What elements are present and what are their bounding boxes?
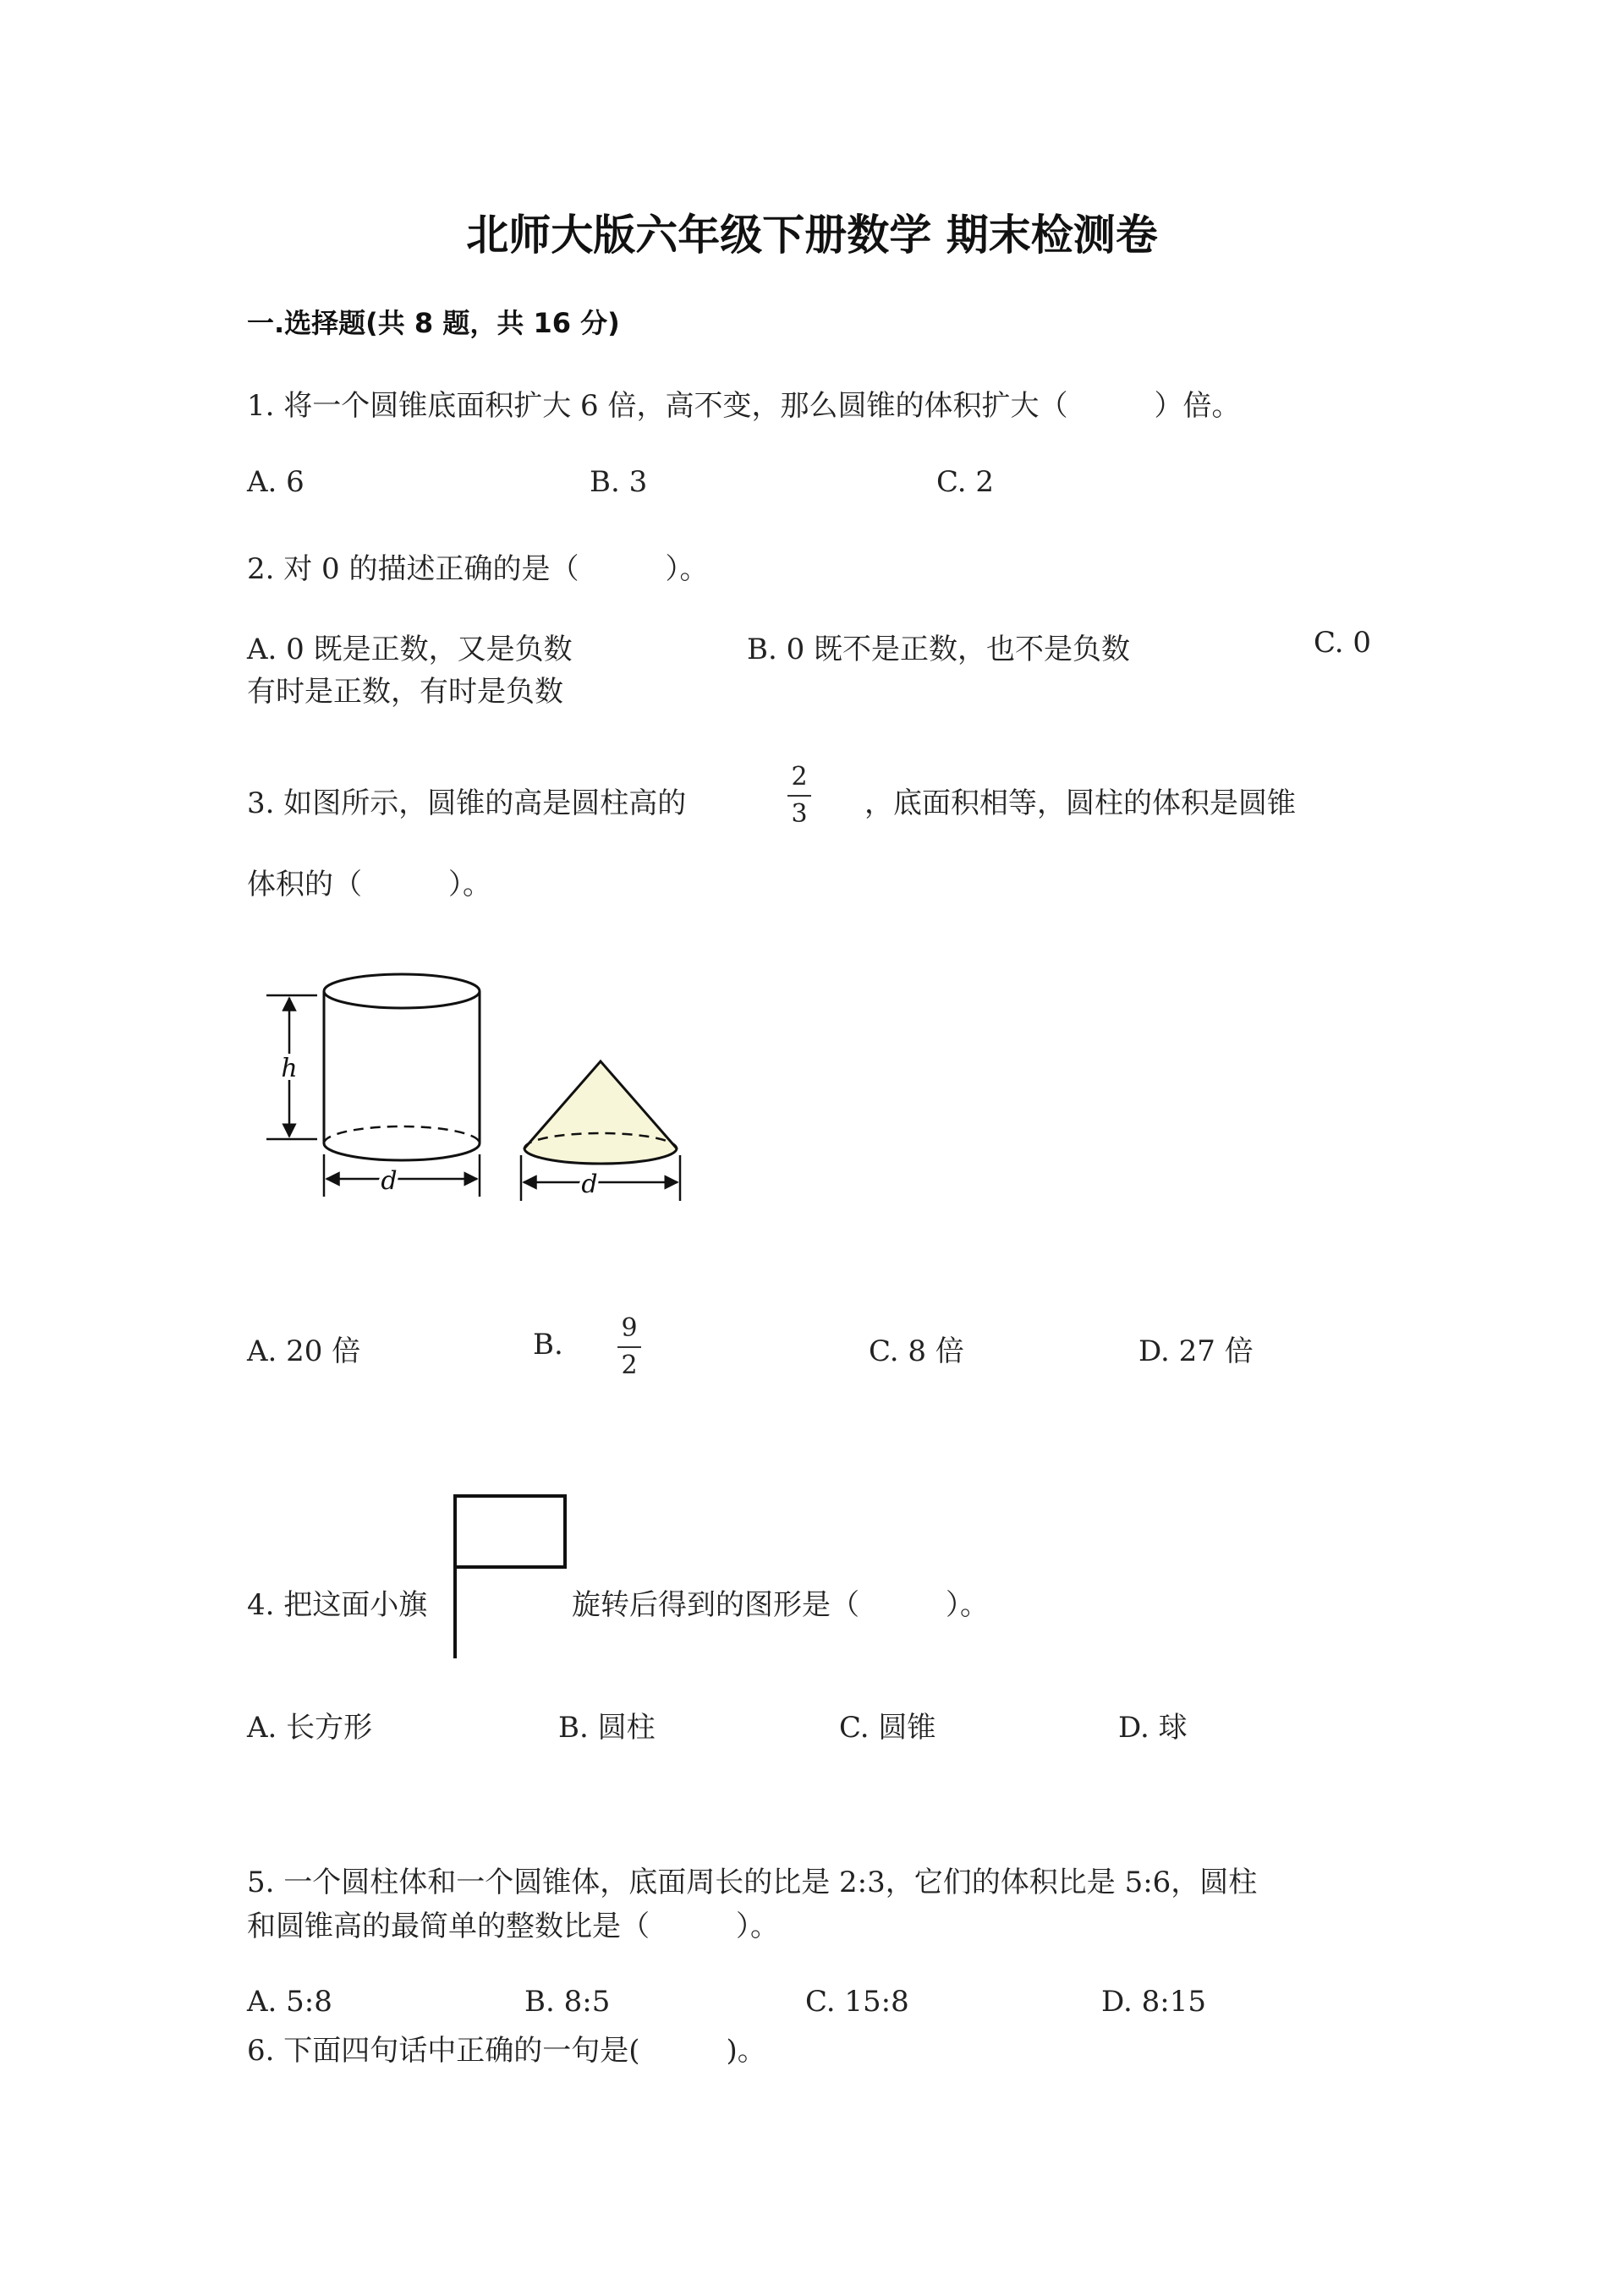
q3-option-b-fraction (612, 1312, 646, 1382)
q1-option-b[interactable]: B. 3 (590, 465, 648, 499)
section-heading: 一.选择题(共 8 题，共 16 分) (247, 307, 620, 339)
q2-option-a[interactable]: A. 0 既是正数，又是负数 (247, 633, 573, 666)
q2-option-b[interactable]: B. 0 既不是正数，也不是负数 (747, 633, 1131, 666)
question-3-text-line2: 体积的（ ）。 (247, 868, 491, 901)
question-2-text: 2. 对 0 的描述正确的是（ ）。 (247, 552, 709, 586)
q3-fraction (782, 761, 816, 830)
q3-option-b-numerator: 9 (621, 1313, 638, 1343)
q3-option-d[interactable]: D. 27 倍 (1138, 1334, 1254, 1368)
question-3-text-after: ，底面积相等，圆柱的体积是圆锥 (864, 786, 1296, 820)
cone-shape (524, 1061, 677, 1164)
question-3-text-before: 3. 如图所示，圆锥的高是圆柱高的 (247, 786, 687, 820)
question-6-text: 6. 下面四句话中正确的一句是( )。 (247, 2034, 766, 2068)
question-1-text: 1. 将一个圆锥底面积扩大 6 倍，高不变，那么圆锥的体积扩大（ ）倍。 (247, 389, 1241, 423)
flag-rectangle (455, 1496, 565, 1567)
flag-figure (450, 1493, 577, 1662)
q3-fraction-denominator: 3 (791, 799, 808, 829)
cylinder-diameter-label: d (381, 1166, 398, 1196)
question-4-text-after: 旋转后得到的图形是（ ）。 (572, 1588, 989, 1622)
q3-option-a[interactable]: A. 20 倍 (247, 1334, 361, 1368)
q1-option-a[interactable]: A. 6 (247, 465, 304, 499)
q4-option-a[interactable]: A. 长方形 (247, 1711, 373, 1745)
q3-option-c[interactable]: C. 8 倍 (869, 1334, 964, 1368)
q5-option-a[interactable]: A. 5:8 (247, 1985, 332, 2019)
q3-option-b-denominator: 2 (621, 1351, 638, 1380)
cylinder-shape (324, 974, 480, 1160)
q3-option-b-fraction-bar (617, 1346, 641, 1348)
q3-fraction-numerator: 2 (791, 762, 808, 792)
q2-option-c[interactable]: C. 0 (1314, 626, 1372, 660)
q2-option-c-continued: 有时是正数，有时是负数 (247, 675, 563, 709)
cylinder-height-label: h (281, 1054, 298, 1083)
question-5-text-line1: 5. 一个圆柱体和一个圆锥体，底面周长的比是 2:3，它们的体积比是 5:6，圆柱 (247, 1866, 1258, 1899)
cone-diameter-label: d (581, 1170, 598, 1199)
q4-option-c[interactable]: C. 圆锥 (839, 1711, 936, 1745)
q1-option-c[interactable]: C. 2 (936, 465, 995, 499)
q4-option-d[interactable]: D. 球 (1118, 1711, 1188, 1745)
question-4-text-before: 4. 把这面小旗 (247, 1588, 428, 1622)
q3-fraction-bar (787, 795, 811, 797)
q4-option-b[interactable]: B. 圆柱 (558, 1711, 656, 1745)
q5-option-d[interactable]: D. 8:15 (1101, 1985, 1207, 2019)
q3-cylinder-cone-figure (254, 964, 694, 1209)
q5-option-c[interactable]: C. 15:8 (805, 1985, 909, 2019)
question-5-text-line2: 和圆锥高的最简单的整数比是（ ）。 (247, 1910, 779, 1943)
q5-option-b[interactable]: B. 8:5 (524, 1985, 611, 2019)
q3-option-b-label[interactable]: B. (533, 1328, 563, 1362)
page-title: 北师大版六年级下册数学 期末检测卷 (466, 211, 1158, 260)
